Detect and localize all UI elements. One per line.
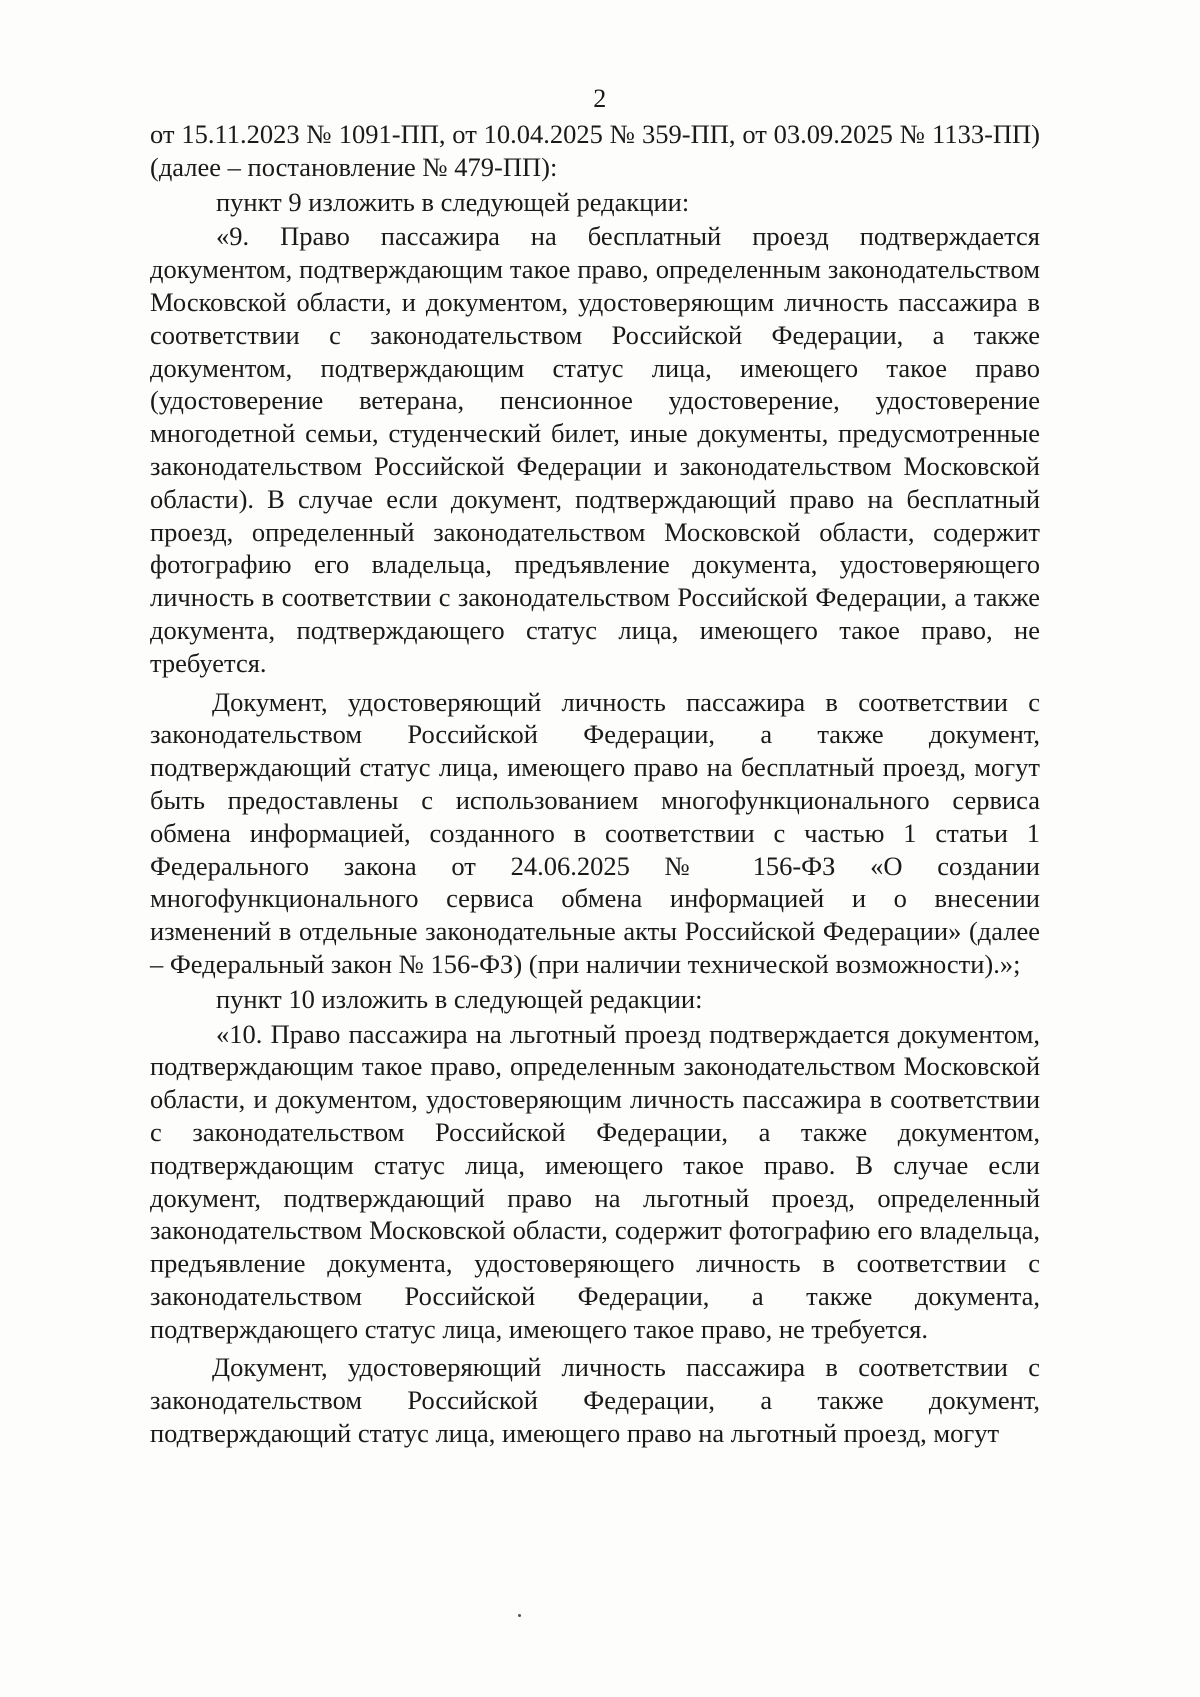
paragraph-item-9-intro: пункт 9 изложить в следующей редакции: [216,186,690,217]
paragraph-item-9-text: «9. Право пассажира на бесплатный проезд подтверждается документом, подтверждающим такое право, определенным законодательством Московской области, и документом, удостоверяющим личность пассажира в соответствии с законодательством Российской Федерации, а также документом, подтверждающим статус лица, имеющего такое право (удостоверение ветерана, пенсионное удостоверение, удостоверение многодетной семьи, студенческий билет, иные документы, предусмотренные законодательством Российской Федерации и законодательством Московской области). В случае если документ, подтверждающий право на бесплатный проезд, определенный законодательством Московской области, содержит фотографию его владельца, предъявление документа, удостоверяющего личность в соответствии с законодательством Российской Федерации, а также документа, подтверждающего статус лица, имеющего такое право, не требуется. [150,221,1040,678]
scan-speck [518,1614,521,1617]
paragraph-continuation: от 15.11.2023 № 1091-ПП, от 10.04.2025 № 359-ПП, от 03.09.2025 № 1133-ПП) (далее – постановление № 479-ПП): [150,119,1040,182]
paragraph-item-9-documents: Документ, удостоверяющий личность пассажира в соответствии с законодательством Российской Федерации, а также документ, подтверждающий статус лица, имеющего право на бесплатный проезд, могут быть предоставлены с использованием многофункционального сервиса обмена информацией, созданного в соответствии с частью 1 статьи 1 Федерального закона от 24.06.2025 № 156-ФЗ «О создании многофункционального сервиса обмена информацией и о внесении изменений в отдельные законодательные акты Российской Федерации» (далее – Федеральный закон № 156-ФЗ) (при наличии технической возможности).»; [150,686,1040,979]
paragraph-item-10-documents: Документ, удостоверяющий личность пассажира в соответствии с законодательством Российской Федерации, а также документ, подтверждающий статус лица, имеющего право на льготный проезд, могут [150,1352,1040,1449]
paragraph-item-10-intro: пункт 10 изложить в следующей редакции: [216,983,703,1014]
page-number: 2 [593,84,607,113]
paragraph-item-10-text: «10. Право пассажира на льготный проезд подтверждается документом, подтверждающим такое право, определенным законодательством Московской области, и документом, удостоверяющим личность пассажира в соответствии с законодательством Российской Федерации, а также документом, подтверждающим статус лица, имеющего такое право. В случае если документ, подтверждающий право на льготный проезд, определенный законодательством Московской области, содержит фотографию его владельца, предъявление документа, удостоверяющего личность в соответствии с законодательством Российской Федерации, а также документа, подтверждающего статус лица, имеющего такое право, не требуется. [150,1018,1040,1344]
document-body [150,118,1040,1450]
